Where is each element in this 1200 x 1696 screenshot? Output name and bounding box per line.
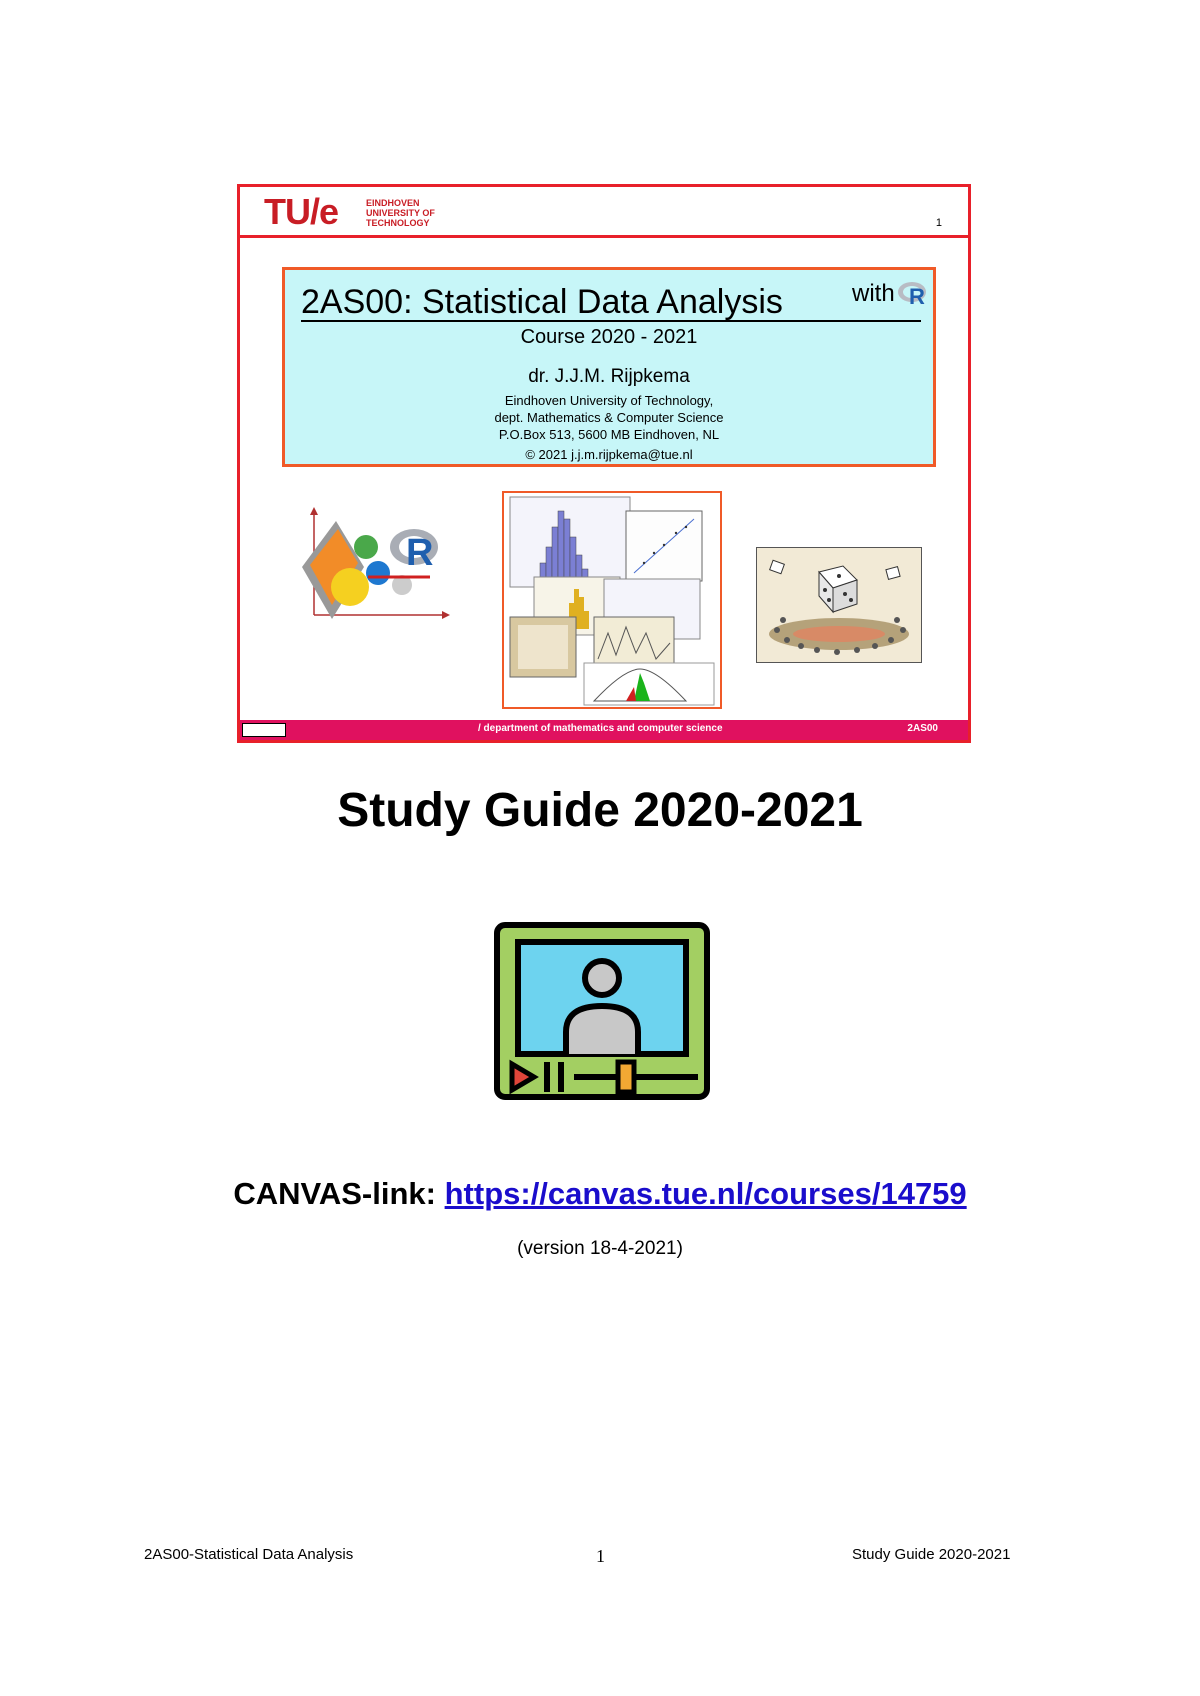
svg-text:R: R [406,532,434,574]
canvas-link-label: CANVAS-link: [233,1176,436,1211]
slide-title-box [282,267,936,467]
slide-title-row [301,278,925,322]
study-guide-title: Study Guide 2020-2021 [337,784,863,837]
footer-page-number: 1 [596,1546,605,1566]
video-player-icon [494,922,710,1100]
slide-title: 2AS00: Statistical Data Analysis [301,283,783,321]
r-logo-icon [897,280,931,306]
r-software-logo-image [302,507,452,627]
tue-logo: TU/e [264,191,339,232]
tue-logo-subtitle: EINDHOVEN UNIVERSITY OF TECHNOLOGY [366,198,435,228]
version-note: (version 18-4-2021) [517,1238,683,1259]
canvas-course-link[interactable]: https://canvas.tue.nl/courses/14759 [444,1176,967,1211]
slide-title-with: with [852,280,895,307]
footer-department: / department of mathematics and computer science [478,723,723,734]
course-years: Course 2020 - 2021 [520,326,698,348]
slide-number: 1 [935,217,942,229]
statistical-plots-collage-image [502,491,722,709]
slide-footer [240,720,968,740]
title-slide [237,184,971,743]
svg-text:R: R [909,284,925,306]
footer-course-code: 2AS00 [907,723,938,734]
author-affiliation: Eindhoven University of Technology, dept. Mathematics & Computer Science P.O.Box 513, 5600 MB Eindhoven, NL [494,393,724,442]
canvas-link-line [0,1176,1200,1212]
slide-header [240,187,968,238]
footer-document-title: Study Guide 2020-2021 [852,1546,1011,1563]
dice-cartoon-image [756,547,922,663]
footer-course-name: 2AS00-Statistical Data Analysis [144,1546,354,1563]
copyright-email: © 2021 j.j.m.rijpkema@tue.nl [525,447,693,462]
creative-commons-icon [242,723,286,737]
author-name: dr. J.J.M. Rijpkema [528,366,690,387]
